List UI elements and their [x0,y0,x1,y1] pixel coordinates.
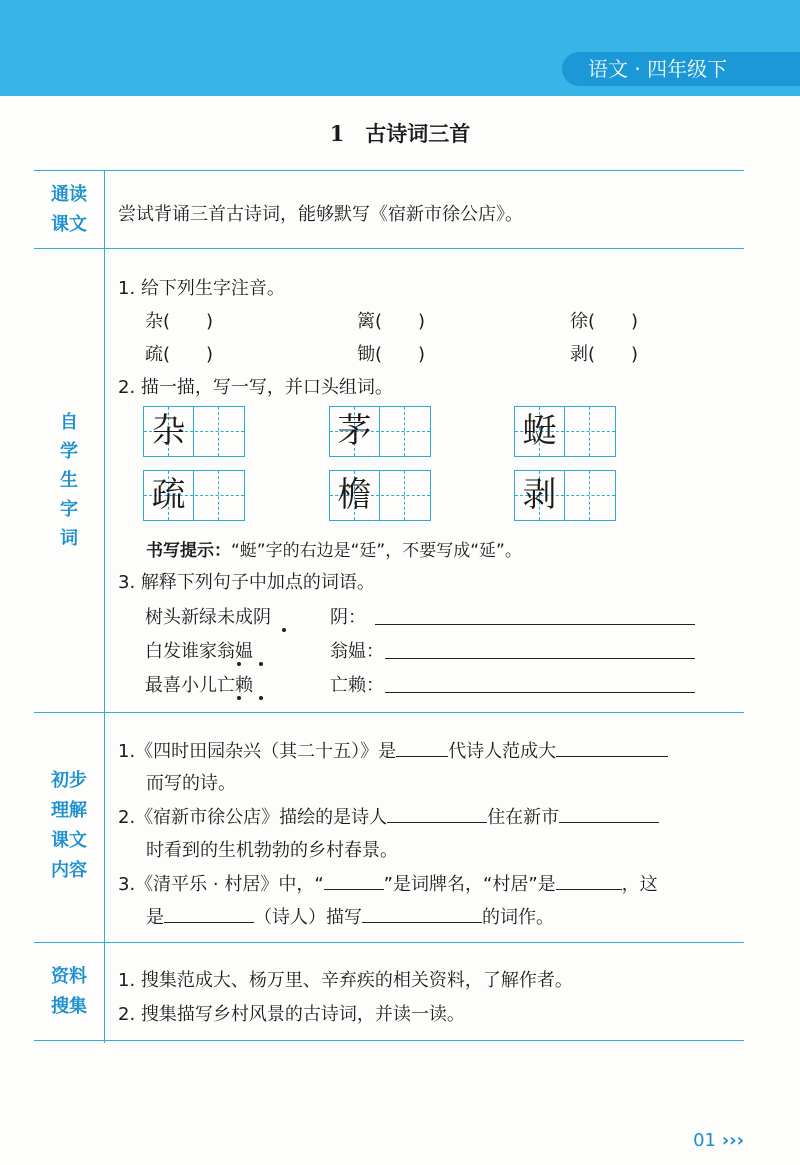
model-char: 杂 [151,411,186,451]
column-divider [104,170,105,1043]
section-label-collect: 资料 搜集 [51,966,87,1017]
writing-hint: 书写提示：“蜓”字的右边是“廷”，不要写成“延”。 [146,541,522,561]
blank[interactable] [362,922,482,923]
writing-grid[interactable] [329,470,431,521]
blank[interactable] [396,756,448,757]
section-label-chars: 自 学 生 字 词 [60,412,78,549]
question-3: 3. 解释下列句子中加点的词语。 [118,572,375,593]
explain-sentence: 最喜小儿亡赖 [145,675,253,696]
emphasis-dot [282,628,286,632]
emphasis-dot [259,662,263,666]
understand-q1: 1.《四时田园杂兴（其二十五）》是 代诗人范成大 [118,737,668,763]
explain-word: 亡赖： [330,675,384,696]
model-char: 疏 [151,475,186,515]
blank[interactable] [556,756,668,757]
question-2: 2. 描一描，写一写，并口头组词。 [118,377,393,398]
model-char: 剥 [522,475,557,515]
model-char: 檐 [337,475,372,515]
explain-sentence: 树头新绿未成阴 [145,607,271,628]
understand-q3-cont: 是 （诗人）描写 的词作。 [146,907,554,928]
answer-line[interactable] [385,692,695,693]
blank[interactable] [387,822,487,823]
divider [34,170,744,171]
pinyin-item: 疏( ) [145,344,214,365]
divider [34,1040,744,1041]
writing-grid[interactable] [514,406,616,457]
writing-grid[interactable] [143,470,245,521]
collect-item: 1. 搜集范成大、杨万里、辛弃疾的相关资料，了解作者。 [118,970,573,991]
read-text: 尝试背诵三首古诗词，能够默写《宿新市徐公店》。 [118,204,523,225]
model-char: 茅 [337,411,372,451]
grade-tab: 语文 · 四年级下 [562,52,800,86]
explain-word: 翁媪： [330,641,384,662]
blank[interactable] [324,889,384,890]
pinyin-item: 锄( ) [357,344,426,365]
section-label-understand: 初步 理解 课文 内容 [51,770,87,881]
pinyin-item: 剥( ) [570,344,639,365]
model-char: 蜓 [522,411,557,451]
emphasis-dot [237,696,241,700]
explain-sentence: 白发谁家翁媪 [145,641,253,662]
divider [34,712,744,713]
lesson-title: 1 古诗词三首 [329,121,471,146]
chevron-right-icon: ››› [721,1130,744,1151]
collect-item: 2. 搜集描写乡村风景的古诗词，并读一读。 [118,1004,465,1025]
explain-word: 阴： [330,607,366,628]
writing-grid[interactable] [514,470,616,521]
understand-q2: 2.《宿新市徐公店》描绘的是诗人 住在新市 [118,803,659,829]
blank[interactable] [559,822,659,823]
emphasis-dot [237,662,241,666]
blank[interactable] [556,889,622,890]
section-label-read: 通读 课文 [51,184,87,235]
answer-line[interactable] [375,624,695,625]
divider [34,248,744,249]
question-1: 1. 给下列生字注音。 [118,278,285,299]
blank[interactable] [164,922,254,923]
understand-q3: 3.《清平乐 · 村居》中，“ ”是词牌名，“村居”是 ，这 [118,874,658,895]
writing-grid[interactable] [329,406,431,457]
pinyin-item: 杂( ) [145,311,214,332]
writing-grid[interactable] [143,406,245,457]
understand-q1-cont: 而写的诗。 [146,773,236,794]
pinyin-item: 篱( ) [357,311,426,332]
answer-line[interactable] [385,658,695,659]
emphasis-dot [259,696,263,700]
understand-q2-cont: 时看到的生机勃勃的乡村春景。 [146,840,398,861]
page-number: 01 ››› [693,1130,744,1151]
pinyin-item: 徐( ) [570,311,639,332]
divider [34,942,744,943]
